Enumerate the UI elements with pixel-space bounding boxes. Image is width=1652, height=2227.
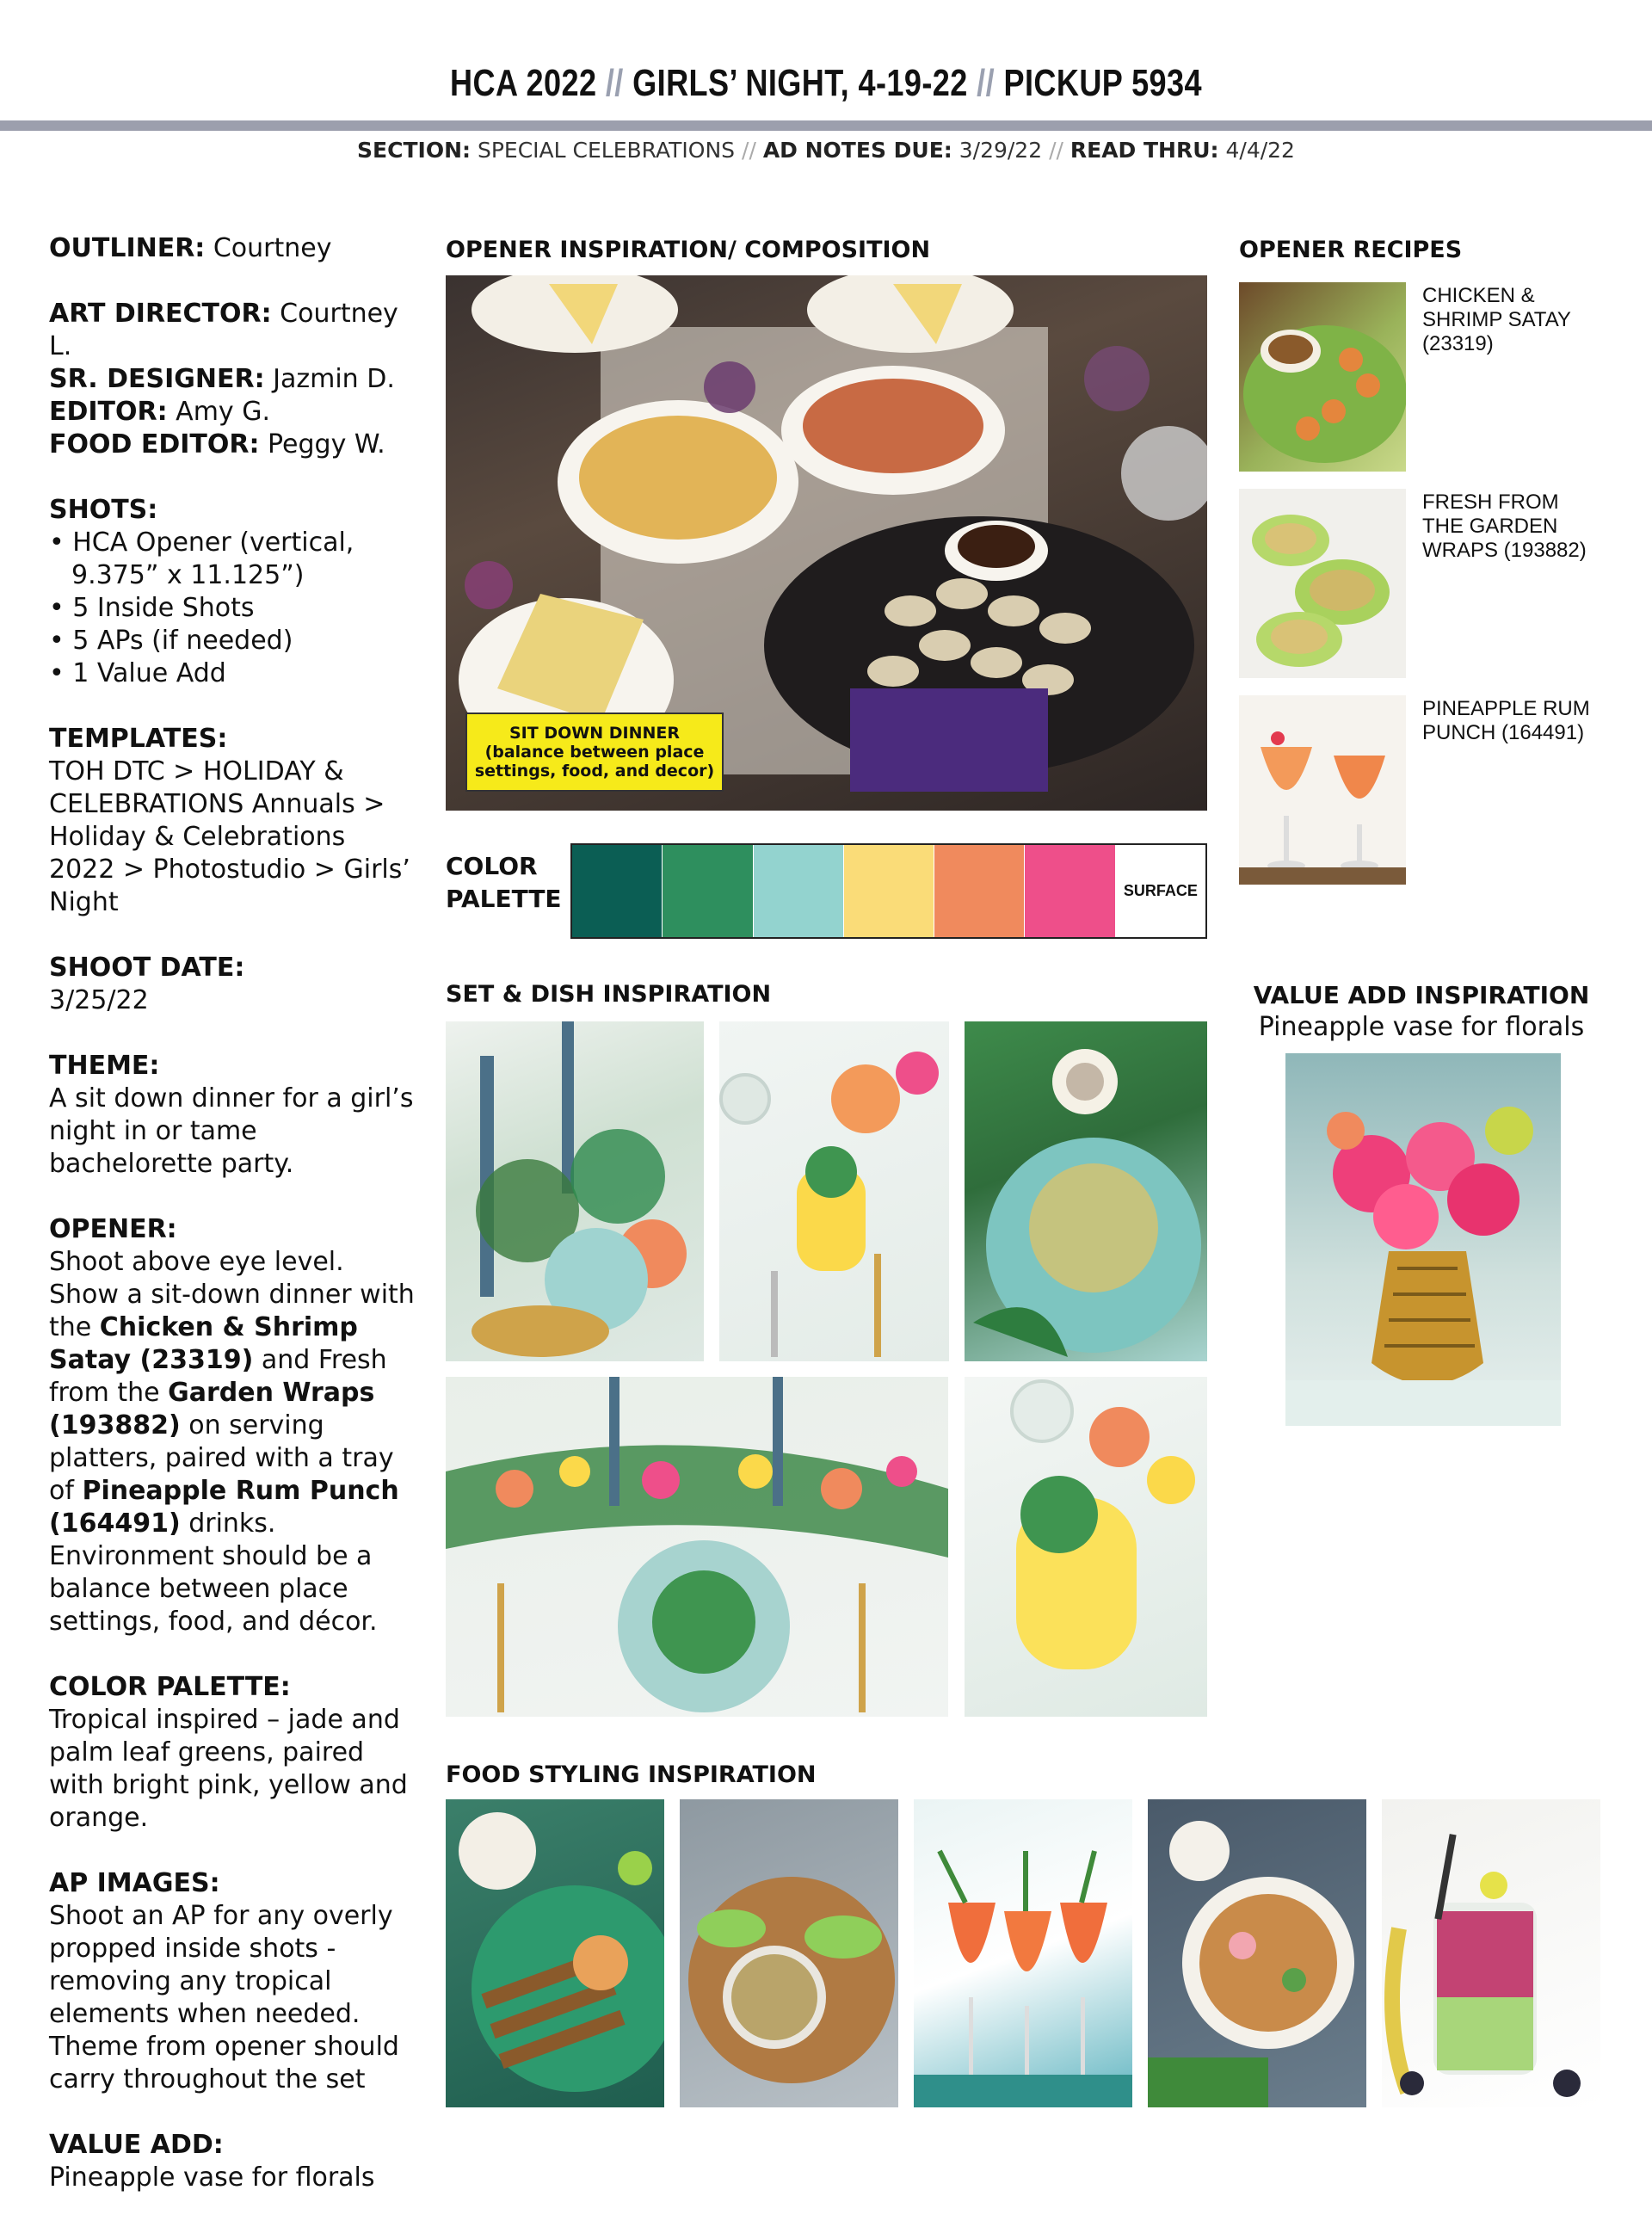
art-director-value: Courtney L. — [49, 299, 398, 361]
brief-details — [49, 232, 419, 2227]
food-photo-smoothie — [1382, 1799, 1600, 2107]
set-photo-3 — [965, 1021, 1207, 1361]
templates-value: TOH DTC > HOLIDAY & CELEBRATIONS Annuals > Holiday & Celebrations 2022 > Photostudio > Girls’ Night — [49, 756, 410, 917]
food-photo-wraps — [680, 1799, 898, 2107]
page-title — [149, 62, 1503, 105]
ap-images-label: AP IMAGES: — [49, 1868, 220, 1898]
theme-value: A sit down dinner for a girl’s night in or tame bachelorette party. — [49, 1083, 414, 1179]
outliner-value: Courtney — [213, 233, 332, 263]
recipe-label-wraps: FRESH FROM THE GARDEN WRAPS (193882) — [1422, 490, 1587, 562]
food-photo-satay-art — [446, 1799, 664, 2107]
callout-detail: (balance between place settings, food, and decor) — [474, 743, 715, 780]
templates-label: TEMPLATES: — [49, 724, 228, 754]
swatch-yellow — [844, 845, 934, 937]
recipe-photo-punch-art — [1239, 695, 1406, 885]
palette-label — [446, 850, 562, 916]
title-separator: // — [977, 62, 996, 104]
food-photo-wraps-art — [680, 1799, 898, 2107]
title-separator: // — [605, 62, 624, 104]
set-photo-4 — [446, 1377, 948, 1717]
food-photo-punch-art — [914, 1799, 1132, 2107]
recipe-label-satay: CHICKEN & SHRIMP SATAY (23319) — [1422, 284, 1571, 355]
food-editor-value: Peggy W. — [268, 429, 385, 460]
shoot-date-value: 3/25/22 — [49, 985, 149, 1015]
food-photo-satay — [446, 1799, 664, 2107]
recipe-photo-punch — [1239, 695, 1406, 885]
value-add-label: VALUE ADD: — [49, 2130, 224, 2160]
ap-images-value: Shoot an AP for any overly propped inside shots - removing any tropical elements when needed. Theme from opener should carry throughout the set — [49, 1901, 399, 2094]
header-meta — [0, 138, 1652, 163]
opener-recipe-satay: Chicken & Shrimp Satay (23319) — [49, 1312, 358, 1375]
opener-label: OPENER: — [49, 1214, 177, 1244]
opener-heading: OPENER INSPIRATION/ COMPOSITION — [446, 237, 931, 263]
shots — [49, 494, 419, 690]
ad-notes-value: 3/29/22 — [959, 138, 1043, 163]
editor-label: EDITOR: — [49, 397, 168, 427]
color-palette — [570, 843, 1207, 939]
shots-label: SHOTS: — [49, 495, 158, 525]
set-dish-heading: SET & DISH INSPIRATION — [446, 981, 772, 1008]
title-part-pickup: PICKUP 5934 — [1003, 62, 1202, 104]
food-photo-punch — [914, 1799, 1132, 2107]
art-director-label: ART DIRECTOR: — [49, 299, 272, 329]
swatch-orange — [934, 845, 1025, 937]
sr-designer-label: SR. DESIGNER: — [49, 364, 265, 394]
opener-notes — [49, 1213, 419, 1638]
set-photo-2-art — [719, 1021, 949, 1361]
color-palette-value: Tropical inspired – jade and palm leaf greens, paired with bright pink, yellow and orange. — [49, 1705, 408, 1833]
set-photo-4-art — [446, 1377, 948, 1717]
color-palette-notes — [49, 1671, 419, 1835]
swatch-surface: SURFACE — [1116, 845, 1205, 937]
opener-text: Shoot above eye level. Show a sit-down dinner with the — [49, 1247, 415, 1342]
read-thru-label: READ THRU: — [1069, 138, 1219, 163]
value-add-subtitle: Pineapple vase for florals — [1258, 1012, 1585, 1042]
opener-recipe-punch: Pineapple Rum Punch (164491) — [49, 1476, 399, 1539]
opener-recipe-wraps: Garden Wraps (193882) — [49, 1378, 375, 1440]
recipe-label-punch: PINEAPPLE RUM PUNCH (164491) — [1422, 697, 1590, 744]
food-photo-noodles-art — [1148, 1799, 1366, 2107]
set-photo-1-art — [446, 1021, 704, 1361]
food-photo-noodles — [1148, 1799, 1366, 2107]
ad-notes-label: AD NOTES DUE: — [762, 138, 952, 163]
shot-item: • 1 Value Add — [49, 658, 226, 688]
palette-label-line: COLOR — [446, 852, 538, 880]
set-photo-5 — [965, 1377, 1207, 1717]
header-rule — [0, 120, 1652, 131]
theme-label: THEME: — [49, 1051, 160, 1081]
shot-item: • HCA Opener (vertical, 9.375” x 11.125”) — [49, 527, 354, 590]
food-styling-heading: FOOD STYLING INSPIRATION — [446, 1761, 817, 1788]
recipe-photo-wraps-art — [1239, 489, 1406, 678]
value-add-value: Pineapple vase for florals — [49, 2162, 375, 2193]
credits — [49, 298, 419, 461]
title-part-issue: HCA 2022 — [450, 62, 597, 104]
swatch-aqua — [754, 845, 844, 937]
value-add-photo — [1285, 1053, 1561, 1426]
set-photo-3-art — [965, 1021, 1207, 1361]
templates — [49, 723, 419, 919]
shoot-date — [49, 952, 419, 1017]
swatch-pink — [1025, 845, 1115, 937]
color-palette-label: COLOR PALETTE: — [49, 1672, 291, 1702]
section-value: SPECIAL CELEBRATIONS — [477, 138, 736, 163]
opener-text: on serving platters, paired with a tray of — [49, 1410, 394, 1506]
recipe-photo-satay — [1239, 282, 1406, 472]
set-photo-1 — [446, 1021, 704, 1361]
editor-value: Amy G. — [176, 397, 270, 427]
value-add-photo-art — [1285, 1053, 1561, 1426]
opener-text: drinks. Environment should be a balance between place settings, food, and décor. — [49, 1508, 378, 1637]
callout-title: SIT DOWN DINNER — [509, 724, 680, 743]
opener-callout — [465, 713, 724, 792]
meta-separator: // — [742, 138, 756, 163]
recipe-photo-satay-art — [1239, 282, 1406, 472]
opener-text: and Fresh from the — [49, 1345, 387, 1408]
set-photo-2 — [719, 1021, 949, 1361]
meta-separator: // — [1049, 138, 1063, 163]
value-add-heading: VALUE ADD INSPIRATION — [1253, 981, 1590, 1009]
swatch-palm-green — [663, 845, 753, 937]
recipes-heading: OPENER RECIPES — [1239, 237, 1463, 263]
shoot-date-label: SHOOT DATE: — [49, 953, 245, 983]
sr-designer-value: Jazmin D. — [273, 364, 395, 394]
read-thru-value: 4/4/22 — [1225, 138, 1295, 163]
outliner — [49, 232, 419, 265]
title-part-story: GIRLS’ NIGHT, 4-19-22 — [632, 62, 968, 104]
food-editor-label: FOOD EDITOR: — [49, 429, 260, 460]
theme — [49, 1050, 419, 1181]
set-photo-5-art — [965, 1377, 1207, 1717]
value-add-notes — [49, 2129, 419, 2194]
recipe-photo-wraps — [1239, 489, 1406, 678]
food-photo-smoothie-art — [1382, 1799, 1600, 2107]
ap-images — [49, 1867, 419, 2096]
palette-label-line: PALETTE — [446, 885, 562, 913]
outliner-label: OUTLINER: — [49, 233, 206, 263]
section-label: SECTION: — [357, 138, 472, 163]
shot-item: • 5 Inside Shots — [49, 593, 255, 623]
shot-item: • 5 APs (if needed) — [49, 626, 293, 656]
swatch-jade — [572, 845, 663, 937]
